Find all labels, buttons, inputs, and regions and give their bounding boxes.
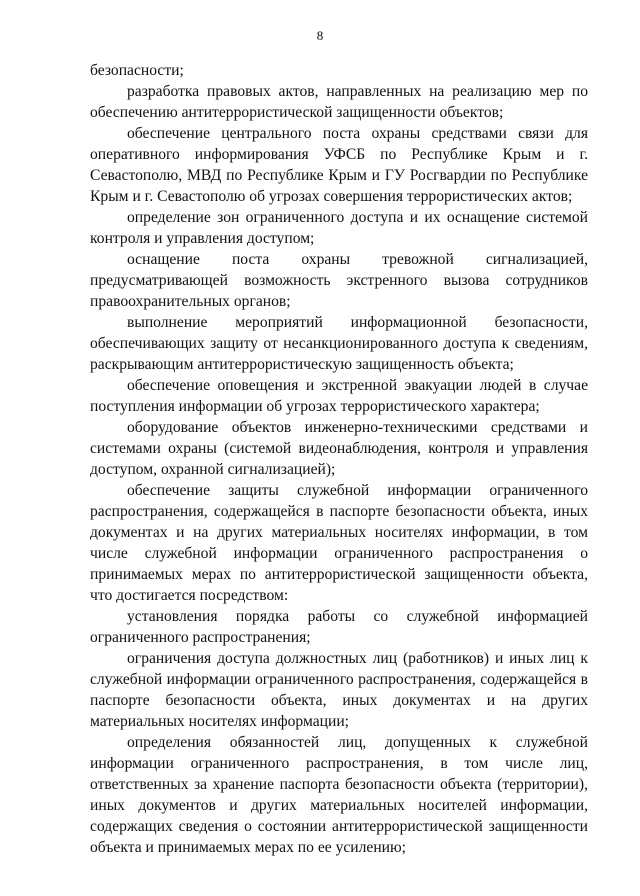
paragraph: ограничения доступа должностных лиц (работников) и иных лиц к служебной информации ограниченного распространения, содержащейся в паспорте безопасности объекта, иных документах и на других материальных носителях информации; [90,650,588,730]
paragraph: установления порядка работы со служебной информацией ограниченного распространения; [90,608,588,646]
paragraph: выполнение мероприятий информационной безопасности, обеспечивающих защиту от несанкционированного доступа к сведениям, раскрывающим антитеррористическую защищенность объекта; [90,314,588,373]
paragraph: определение зон ограниченного доступа и их оснащение системой контроля и управления доступом; [90,209,588,247]
paragraph: разработка правовых актов, направленных на реализацию мер по обеспечению антитеррористической защищенности объектов; [90,83,588,121]
paragraph: оборудование объектов инженерно-техническими средствами и системами охраны (системой видеонаблюдения, контроля и управления доступом, охранной сигнализацией); [90,419,588,478]
page-number: 8 [316,28,324,43]
paragraph: определения обязанностей лиц, допущенных к служебной информации ограниченного распространения, в том числе лиц, ответственных за хранение паспорта безопасности объекта (территории), иных документов и других материальных носителей информации, содержащих сведения о состоянии антитеррористической защищенности объекта и принимаемых мерах по ее усилению; [90,734,588,856]
paragraph: обеспечение центрального поста охраны средствами связи для оперативного информирования УФСБ по Республике Крым и г. Севастополю, МВД по Республике Крым и ГУ Росгвардии по Республике Крым и г. Севастополю об угрозах совершения террористических актов; [90,125,588,205]
paragraph: обеспечение защиты служебной информации ограниченного распространения, содержащейся в паспорте безопасности объекта, иных документах и на других материальных носителях информации, в том числе служебной информации ограниченного распространения о принимаемых мерах по антитеррористической защищенности объекта, что достигается посредством: [90,482,588,604]
paragraph: обеспечение оповещения и экстренной эвакуации людей в случае поступления информации об угрозах террористического характера; [90,377,588,415]
paragraph: оснащение поста охраны тревожной сигнализацией, предусматривающей возможность экстренного вызова сотрудников правоохранительных органов; [90,251,588,310]
paragraph: безопасности; [90,62,184,79]
document-body [90,60,588,858]
